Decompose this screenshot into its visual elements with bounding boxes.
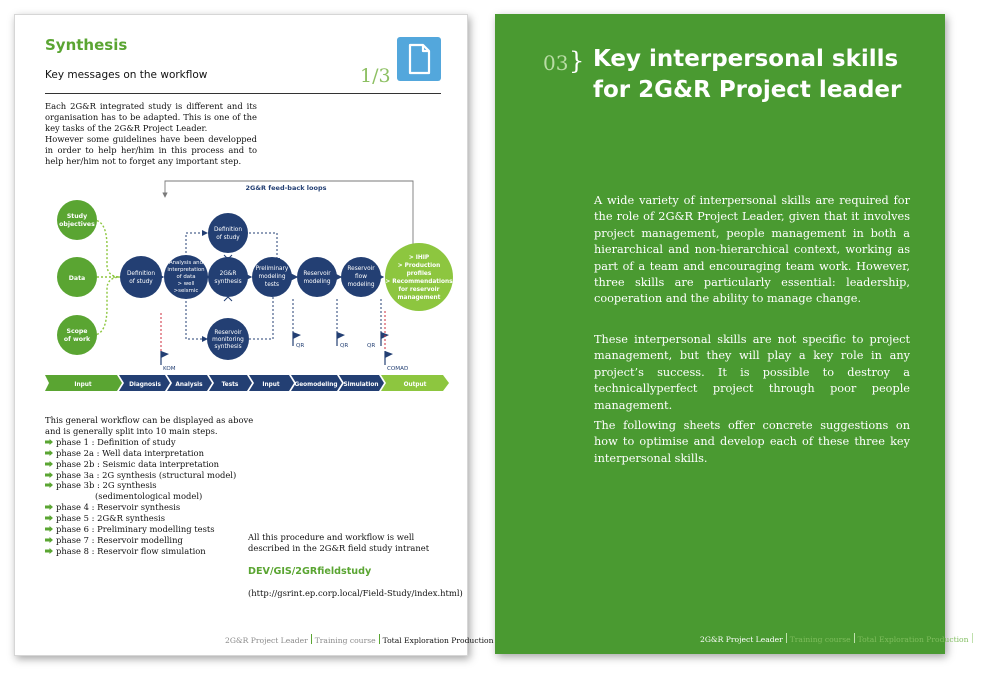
input-label-line: Study <box>66 213 88 220</box>
page-footer <box>225 633 515 646</box>
phase-item <box>45 470 255 481</box>
chapter-title-line: for 2G&R Project leader <box>593 77 902 103</box>
node-label-line: Preliminary <box>255 266 289 272</box>
section-title: Synthesis <box>45 36 128 54</box>
footer-type: Training course <box>314 636 376 645</box>
flag-label: QR <box>340 343 349 349</box>
phase-label: Tests <box>221 382 239 388</box>
phase-item <box>45 448 255 459</box>
phase-item <box>45 459 255 470</box>
arrow-bullet-icon <box>45 472 53 478</box>
arrow-bullet-icon <box>45 548 53 554</box>
phase-item <box>45 502 255 513</box>
phase-label: Output <box>403 382 427 388</box>
intranet-link-url[interactable]: (http://gsrint.ep.corp.local/Field-Study/index.html) <box>248 588 463 598</box>
footer-org: Total Exploration Production <box>382 636 494 645</box>
node-label-line: Reservoir <box>347 266 375 272</box>
input-scope-of-work <box>57 315 97 355</box>
chapter-title <box>593 44 923 106</box>
feedback-loop-line <box>165 181 413 259</box>
phase-text: phase 2a : Well data interpretation <box>56 447 204 458</box>
phase-item <box>45 546 255 557</box>
phase-text: phase 6 : Preliminary modelling tests <box>56 524 215 535</box>
flag-label: QR <box>296 343 305 349</box>
loop-connector <box>186 233 207 257</box>
node-label-line: modeling <box>347 282 375 288</box>
phase-text: phase 3b : 2G synthesis <box>56 480 157 491</box>
phase-text: phase 1 : Definition of study <box>56 436 176 447</box>
chapter-title-line: Key interpersonal skills <box>593 46 899 72</box>
phase-item <box>45 437 255 448</box>
flag-icon <box>161 313 176 372</box>
page-fraction: 1/3 <box>360 65 391 87</box>
node-2gr-synthesis <box>208 257 248 297</box>
flag-icon <box>337 299 348 349</box>
phase-text: phase 3a : 2G synthesis (structural model) <box>56 469 237 480</box>
phase-label: Geomodeling <box>294 382 338 388</box>
node-preliminary-modeling-tests <box>252 257 292 297</box>
footer-separator <box>379 634 380 644</box>
input-connector <box>93 277 121 335</box>
input-label-line: Scope <box>66 328 88 335</box>
flag-icon <box>293 299 304 349</box>
intro-paragraph: However some guidelines have been developped in order to help her/him in this process and to help her/him not to forget any important step. <box>45 133 257 166</box>
output-label-line: profiles <box>406 271 432 277</box>
input-label-line: Data <box>68 275 86 282</box>
arrow-bullet-icon <box>45 461 53 467</box>
title-rule <box>45 93 441 94</box>
feedback-loop-label: 2G&R feed-back loops <box>245 184 327 192</box>
input-label-line: of work <box>63 336 91 343</box>
footer-course: 2G&R Project Leader <box>700 635 783 644</box>
node-definition-of-study-top <box>208 213 248 253</box>
phase-text: phase 4 : Reservoir synthesis <box>56 502 181 513</box>
arrow-bullet-icon <box>45 526 53 532</box>
workflow-summary <box>45 415 255 557</box>
node-reservoir-monitoring-synthesis <box>207 318 249 360</box>
procedure-text: All this procedure and workflow is well described in the 2G&R field study intranet <box>248 532 430 553</box>
arrow-bullet-icon <box>45 537 53 543</box>
chapter-brace: } <box>569 47 585 75</box>
arrow-bullet-icon <box>45 482 53 488</box>
body-paragraph: A wide variety of interpersonal skills are required for the role of 2G&R Project Leader, given that it involves project management, people management in both a hierarchical and non-hierarchical context, working as part of a team and encouraging team work. However, three skills are particularly essential: leadership, cooperation and the ability to manage change. <box>594 194 910 306</box>
left-page <box>14 14 494 656</box>
phase-text: phase 5 : 2G&R synthesis <box>56 513 165 524</box>
body-paragraph: The following sheets offer concrete suggestions on how to optimise and develop each of these three key interpersonal skills. <box>594 419 910 465</box>
flag-icon <box>367 299 389 349</box>
node-label-line: flow <box>355 274 367 280</box>
input-label-line: objectives <box>59 221 95 228</box>
node-label-line: synthesis <box>214 279 242 285</box>
procedure-note <box>248 532 448 554</box>
phase-label: Analysis <box>175 382 203 388</box>
output-node <box>385 243 453 311</box>
footer-separator <box>311 634 312 644</box>
workflow-diagram <box>41 177 453 388</box>
phase-item <box>45 535 255 546</box>
node-label-line: Analysis and <box>168 260 204 266</box>
phase-label: Diagnosis <box>129 382 161 388</box>
general-text: This general workflow can be displayed as above and is generally split into 10 main steps. <box>45 415 254 436</box>
phase-label: Input <box>262 382 280 388</box>
phase-text: (sedimentological model) <box>95 491 203 502</box>
phase-item <box>45 513 255 524</box>
node-label-line: monitoring <box>212 337 244 343</box>
phase-text: phase 7 : Reservoir modelling <box>56 534 183 545</box>
node-label-line: tests <box>264 282 280 288</box>
page-footer <box>700 632 990 645</box>
output-label-line: > IHIP <box>408 255 430 261</box>
flag-label: QR <box>367 343 376 349</box>
loop-connector <box>186 297 207 339</box>
intro-text <box>45 101 257 166</box>
arrow-bullet-icon <box>45 450 53 456</box>
output-label-line: > Recommendations <box>385 279 453 285</box>
node-label-line: 2G&R <box>219 271 237 277</box>
input-study-objectives <box>57 200 97 240</box>
node-label-line: Reservoir <box>303 271 331 277</box>
footer-separator <box>854 633 855 643</box>
node-label-line: > well <box>177 281 195 287</box>
node-reservoir-modeling <box>297 257 337 297</box>
right-page <box>495 14 990 654</box>
intranet-link-label[interactable]: DEV/GIS/2GRfieldstudy <box>248 566 372 577</box>
output-label-line: for reservoir <box>398 287 440 293</box>
phase-text: phase 8 : Reservoir flow simulation <box>56 545 206 556</box>
intro-paragraph: Each 2G&R integrated study is different and its organisation has to be adapted. This is one of the key tasks of the 2G&R Project Leader. <box>45 101 257 133</box>
phase-label: Simulation <box>343 382 379 388</box>
node-label-line: of study <box>129 279 153 285</box>
node-label-line: interpretation <box>167 267 205 273</box>
node-analysis-interpretation <box>164 255 208 299</box>
input-connector <box>93 220 121 277</box>
output-label-line: management <box>397 295 441 301</box>
node-label-line: of data <box>176 274 196 280</box>
node-label-line: Definition <box>213 227 243 233</box>
phase-list <box>45 437 255 557</box>
footer-org: Total Exploration Production <box>857 635 969 644</box>
node-label-line: synthesis <box>214 344 242 350</box>
flag-label: COMAD <box>387 366 409 372</box>
node-reservoir-flow-modeling <box>341 257 381 297</box>
input-data <box>57 257 97 297</box>
phase-label: Input <box>74 382 92 388</box>
node-definition-of-study <box>120 256 162 298</box>
arrow-bullet-icon <box>45 515 53 521</box>
phase-item <box>45 491 255 502</box>
node-label-line: of study <box>216 235 240 241</box>
node-label-line: >seismic <box>173 288 199 294</box>
phase-item <box>45 480 255 491</box>
body-paragraph: These interpersonal skills are not specific to project management, but they will play a key role in any project’s success. It is possible to destroy a technicallyperfect project through poor people management. <box>594 333 910 412</box>
subtitle: Key messages on the workflow <box>45 69 208 81</box>
loop-connector <box>249 295 273 339</box>
node-label-line: Reservoir <box>214 330 242 336</box>
arrow-bullet-icon <box>45 439 53 445</box>
flag-icon <box>385 311 408 372</box>
footer-separator <box>786 633 787 643</box>
chevron-up-icon <box>224 297 232 301</box>
flag-label: KOM <box>163 366 176 372</box>
output-label-line: > Production <box>397 263 441 269</box>
node-label-line: modeling <box>258 274 286 280</box>
phase-item <box>45 524 255 535</box>
footer-course: 2G&R Project Leader <box>225 636 308 645</box>
phases-bar <box>45 375 449 391</box>
footer-separator <box>972 633 973 643</box>
node-label-line: Definition <box>126 271 156 277</box>
node-label-line: modeling <box>303 279 331 285</box>
footer-type: Training course <box>789 635 851 644</box>
chapter-number: 03 <box>543 51 569 75</box>
arrow-bullet-icon <box>45 504 53 510</box>
document-icon <box>397 37 441 81</box>
phase-text: phase 2b : Seismic data interpretation <box>56 458 220 469</box>
page-number: 29 <box>975 632 990 645</box>
